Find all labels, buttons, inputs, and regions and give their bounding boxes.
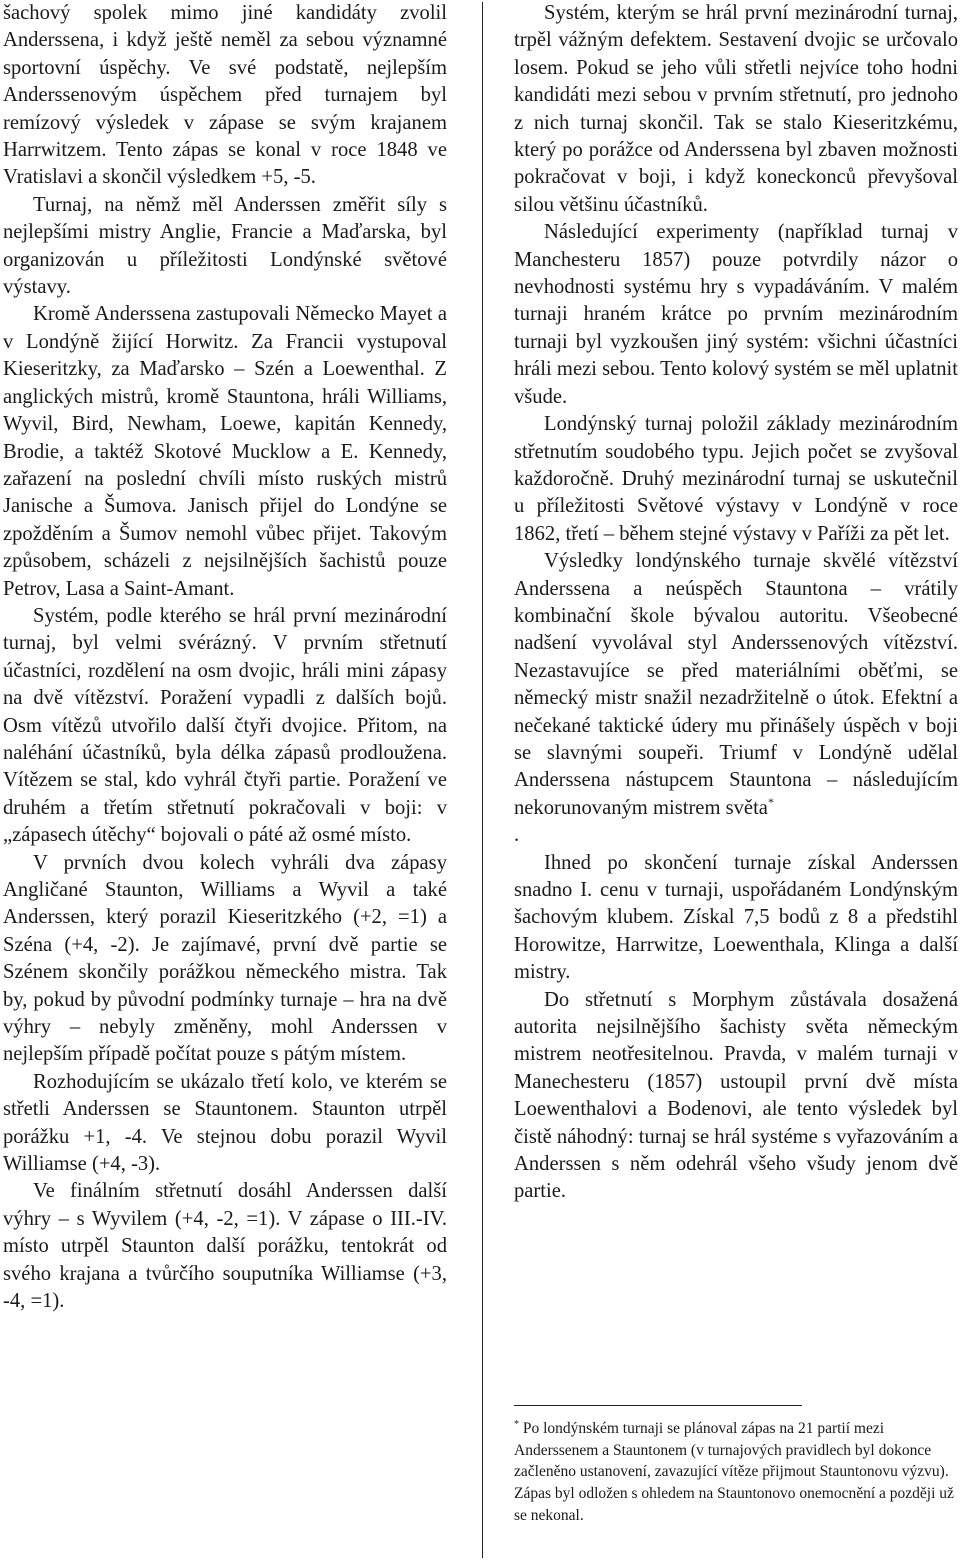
- footnote-separator: [514, 1405, 802, 1406]
- paragraph: Kromě Anderssena zastupovali Německo Mayet a v Londýně žijící Horwitz. Za Francii vystupoval Kieseritzky, za Maďarsko – Szén a Loewenthal. Z anglických mistrů, kromě Stauntona, hráli Williams, Wyvil, Bird, Newham, Loewe, kapitán Kennedy, Brodie, a taktéž Skotové Mucklow a E. Kennedy, zařazení na poslední chvíli místo ruských mistrů Janische a Šumova. Janisch přijel do Londýne se zpožděním a Šumov nemohl vůbec přijet. Takovým způsobem, scházeli z nejsilnějších šachistů pouze Petrov, Lasa a Saint-Amant.: [3, 303, 447, 600]
- paragraph: Ve finálním střetnutí dosáhl Anderssen další výhry – s Wyvilem (+4, -2, =1). V zápase o III.-IV. místo utrpěl Staunton další porážku, tentokrát od svého krajana a tvůrčího souputníka Williamse (+3, -4, =1).: [3, 1180, 447, 1313]
- left-column: [3, 0, 447, 1316]
- paragraph-text: Výsledky londýnského turnaje skvělé vítězství Anderssena a neúspěch Stauntona – vrátily kombinační škole bývalou autoritu. Všeobecné nadšení vyvolával styl Anderssenových vítězství. Nezastavujíce se před materiálními oběťmi, se německý mistr snažil nezadržitelně o útok. Efektní a nečekané taktické údery mu přinášely úspěch v boji se slavnými soupeři. Triumf v Londýně udělal Anderssena nástupcem Stauntona – následujícím nekorunovaným mistrem světa: [514, 550, 958, 819]
- paragraph: Ihned po skončení turnaje získal Anderssen snadno I. cenu v turnaji, uspořádaném Londýnským šachovým klubem. Získal 7,5 bodů z 8 a předstihl Horowitze, Harrwitze, Loewenthala, Klinga a další mistry.: [514, 851, 958, 984]
- paragraph: Systém, podle kterého se hrál první mezinárodní turnaj, byl velmi svérázný. V prvním střetnutí účastníci, rozdělení na osm dvojic, hráli mini zápasy na dvě vítězství. Poražení vypadli z dalších bojů. Osm vítězů utvořilo další čtyři dvojice. Přitom, na naléhání účastníků, byla délka zápasů prodloužena. Vítězem se stal, kdo vyhrál čtyři partie. Poražení ve druhém a třetím střetnutí pokračovali v boji: v „zápasech útěchy“ bojovali o páté až osmé místo.: [3, 604, 447, 847]
- right-column: [514, 0, 958, 1206]
- paragraph-with-footnote: [514, 548, 958, 849]
- paragraph: V prvních dvou kolech vyhráli dva zápasy Angličané Staunton, Williams a Wyvil a také Anderssen, který porazil Kieseritzkého (+2, =1) a Széna (+4, -2). Je zajímavé, první dvě partie se Szénem skončily porážkou německého mistra. Tak by, pokud by původní podmínky turnaje – hra na dvě výhry – nebyly změněny, mohl Anderssen v nejlepším případě počítat pouze s pátým místem.: [3, 851, 447, 1066]
- paragraph: šachový spolek mimo jiné kandidáty zvolil Anderssena, i když ještě neměl za sebou významné sportovní úspěchy. Ve své podstatě, nejlepším Anderssenovým úspěchem před turnajem byl remízový výsledek v zápase se svým krajanem Harrwitzem. Tento zápas se konal v roce 1848 ve Vratislavi a skončil výsledkem +5, -5.: [3, 2, 447, 189]
- paragraph: Následující experimenty (například turnaj v Manchesteru 1857) pouze potvrdily názor o nevhodnosti systému hry s vypadáváním. V malém turnaji hraném krátce po prvním mezinárodním turnaji byl vyzkoušen jiný systém: všichni účastníci hráli mezi sebou. Tento kolový systém se měl uplatnit všude.: [514, 221, 958, 408]
- paragraph: Turnaj, na němž měl Anderssen změřit síly s nejlepšími mistry Anglie, Francie a Maďarska, byl organizován u příležitosti Londýnské světové výstavy.: [3, 193, 447, 299]
- footnote-mark: *: [514, 1418, 519, 1430]
- footnote-text: Po londýnském turnaji se plánoval zápas na 21 partií mezi Anderssenem a Stauntonem (v turnajových pravidlech byl dokonce začleněno ustanovení, zavazující vítěze přijmout Stauntonovu výzvu). Zápas byl odložen s ohledem na Stauntonovo onemocnění a později už se nekonal.: [514, 1420, 954, 1524]
- paragraph: Rozhodujícím se ukázalo třetí kolo, ve kterém se střetli Anderssen se Stauntonem. Staunton utrpěl porážku +1, -4. Ve stejnou dobu porazil Wyvil Williamse (+4, -3).: [3, 1070, 447, 1176]
- column-divider: [482, 2, 483, 1558]
- paragraph: Londýnský turnaj položil základy mezinárodním střetnutím soudobého typu. Jejich počet se zvyšoval každoročně. Druhý mezinárodní turnaj se uskutečnil u příležitosti Světové výstavy v Londýně v roce 1862, třetí – během stejné výstavy v Paříži za pět let.: [514, 413, 958, 545]
- footnote: [514, 1418, 954, 1527]
- paragraph: Systém, kterým se hrál první mezinárodní turnaj, trpěl vážným defektem. Sestavení dvojic se určovalo losem. Pokud se jeho vůli střetli nejvíce toho hodni kandidáti mezi sebou v prvním střetnutí, pro jednoho z nich turnaj skončil. Tak se stalo Kieseritzkému, který po porážce od Anderssena byl zbaven možnosti pokračovat v boji, i když koneckonců převyšoval silou většinu účastníků.: [514, 2, 958, 216]
- paragraph: Do střetnutí s Morphym zůstávala dosažená autorita nejsilnějšího šachisty světa německým mistrem neotřesitelnou. Pravda, v malém turnaji v Manechesteru (1857) ustoupil první dvě místa Loewenthalovi a Bodenovi, ale tento výsledek byl čistě náhodný: turnaj se hrál systéme s vyřazováním a Anderssen s něm odehrál všeho všudy jenom dvě partie.: [514, 988, 958, 1203]
- paragraph-end-period: .: [514, 824, 520, 847]
- footnote-reference[interactable]: *: [767, 794, 774, 809]
